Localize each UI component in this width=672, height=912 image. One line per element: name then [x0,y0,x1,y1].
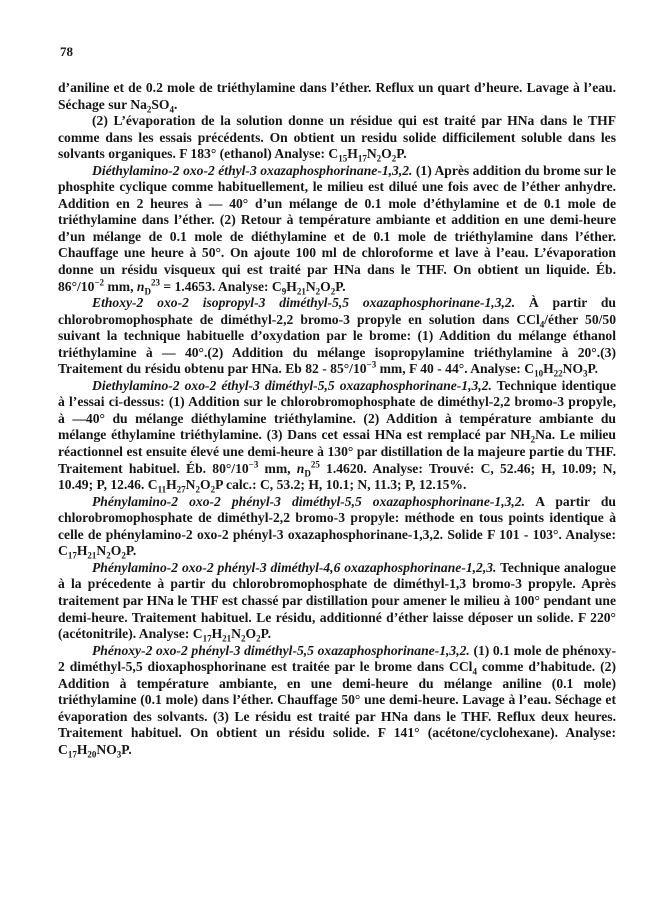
compound-description: À partir du chlorobromophosphate de diméthyl-2,2 bromo-3 propyle en solution dans CCl$_4$/éther 50/50 suivant la technique habituelle d’oxydation par le brome: (1) Addition du mélange éthanol triéthylamine à — 40°.(2) Addition du mélange isopropylamine triéthylamine à 20°.(3) Traitement du résidu obtenu par HNa. Eb $82 - 85^\circ/10^{-3}$ mm, F 40 - 44°. Analyse: $C_{10}H_{22}NO_3P$. [58,295,616,380]
compound-description: Technique analogue à la précedente à partir du chlorobromophosphate de diméthyl-1,3 bromo-3 propyle. Après traitement par HNa le THF est chassé par distillation pour amener le milieu à 100° pendant une demi-heure. Traitement habituel. Le résidu, additionné d’éther laisse déposer un solide. F 220° (acétonitrile). Analyse: $C_{17}H_{21}N_2O_2P$. [58,559,617,644]
compound-title: Ethoxy-2 oxo-2 isopropyl-3 diméthyl-5,5 oxazaphosphorinane-1,3,2. [92,295,516,311]
compound-entry [58,560,616,643]
compound-entry [58,494,616,560]
compound-title: Phénylamino-2 oxo-2 phényl-3 diméthyl-4,6 oxazaphosphorinane-1,2,3. [92,559,497,575]
compound-title: Diéthylamino-2 oxo-2 éthyl-3 oxazaphosphorinane-1,3,2. [92,162,413,178]
compound-description: A partir du chlorobromophosphate de diméthyl-2,2 bromo-3 propyle: méthode en tous points identique à celle de phénylamino-2 oxo-2 phényl-3 oxazaphosphorinane-1,3,2. Solide F 101 - 103°. Analyse: $C_{17}H_{21}N_2O_2P$. [58,493,616,562]
compound-entry [58,378,616,494]
compound-entry [58,643,616,759]
paragraph: d’aniline et de 0.2 mole de triéthylamine dans l’éther. Reflux un quart d’heure. Lavage à l’eau. Séchage sur $Na_2SO_4$. [58,80,616,115]
compound-title: Phénoxy-2 oxo-2 phényl-3 diméthyl-5,5 oxazaphosphorinane-1,3,2. [92,642,470,658]
compound-description: (1) Après addition du brome sur le phosphite cyclique comme habituellement, le milieu est dilué une fois avec de l’éther anhydre. Addition en 2 heures à — 40° d’un mélange de 0.1 mole d’éthylamine et de 0.1 mole de triéthylamine dans l’éther. (2) Retour à température ambiante et addition en une demi-heure d’un mélange de 0.1 mole de diéthylamine et de 0.1 mole de triéthylamine dans l’éther. Chauffage une heure à 50°. On ajoute 100 ml de chloroforme et lave à l’eau. L’évaporation donne un résidu visqueux qui est traité par HNa dans le THF. On obtient un liquide. Éb. $86^\circ/10^{-2}$ mm, $n_D^{23} = 1.4653$. Analyse: $C_9H_{21}N_2O_2P$. [58,162,616,297]
compound-description: (1) 0.1 mole de phénoxy-2 diméthyl-5,5 dioxaphosphorinane est traitée par le brome dans CCl$_4$ comme d’habitude. (2) Addition à température ambiante, en une demi-heure du mélange aniline (0.1 mole) triéthylamine (0.1 mole) dans l’éther. Chauffage 50° une demi-heure. Lavage à l’eau. Séchage et évaporation des solvants. (3) Le résidu est traité par HNa dans le THF. Reflux deux heures. Traitement habituel. On obtient un résidu solide. F 141° (acétone/cyclohexane). Analyse: $C_{17}H_{20}NO_3P$. [58,642,616,760]
compound-description: Technique identique à l’essai ci-dessus: (1) Addition sur le chlorobromophosphate de diméthyl-2,2 bromo-3 propyle, à —40° du mélange diéthylamine triéthylamine. (2) Addition à température ambiante du mélange éthylamine triéthylamine. (3) Dans cet essai HNa est remplacé par $NH_2Na$. Le milieu réactionnel est ensuite élevé une demi-heure à 130° par distillation de la majeure partie du THF. Traitement habituel. Éb. $80^\circ/10^{-3}$ mm, $n_D^{25}$ 1.4620. Analyse: Trouvé: C, 52.46; H, 10.09; N, 10.49; P, 12.46. $C_{11}H_{27}N_2O_2P$ calc.: C, 53.2; H, 10.1; N, 11.3; P, 12.15%. [58,377,617,495]
page-number: 78 [60,44,73,59]
compound-entry [58,295,616,378]
compound-title: Phénylamino-2 oxo-2 phényl-3 diméthyl-5,5 oxazaphosphorinane-1,3,2. [92,493,526,509]
compound-entry [58,163,616,295]
compound-title: Diethylamino-2 oxo-2 éthyl-3 diméthyl-5,5 oxazaphosphorinane-1,3,2. [92,377,492,393]
article-body [58,80,616,758]
paragraph: (2) L’évaporation de la solution donne un résidue qui est traité par HNa dans le THF comme dans les essais précédents. On obtient un residu solide difficilement soluble dans les solvants organiques. F 183° (ethanol) Analyse: $C_{15}H_{17}N_2O_2P$. [58,113,616,164]
